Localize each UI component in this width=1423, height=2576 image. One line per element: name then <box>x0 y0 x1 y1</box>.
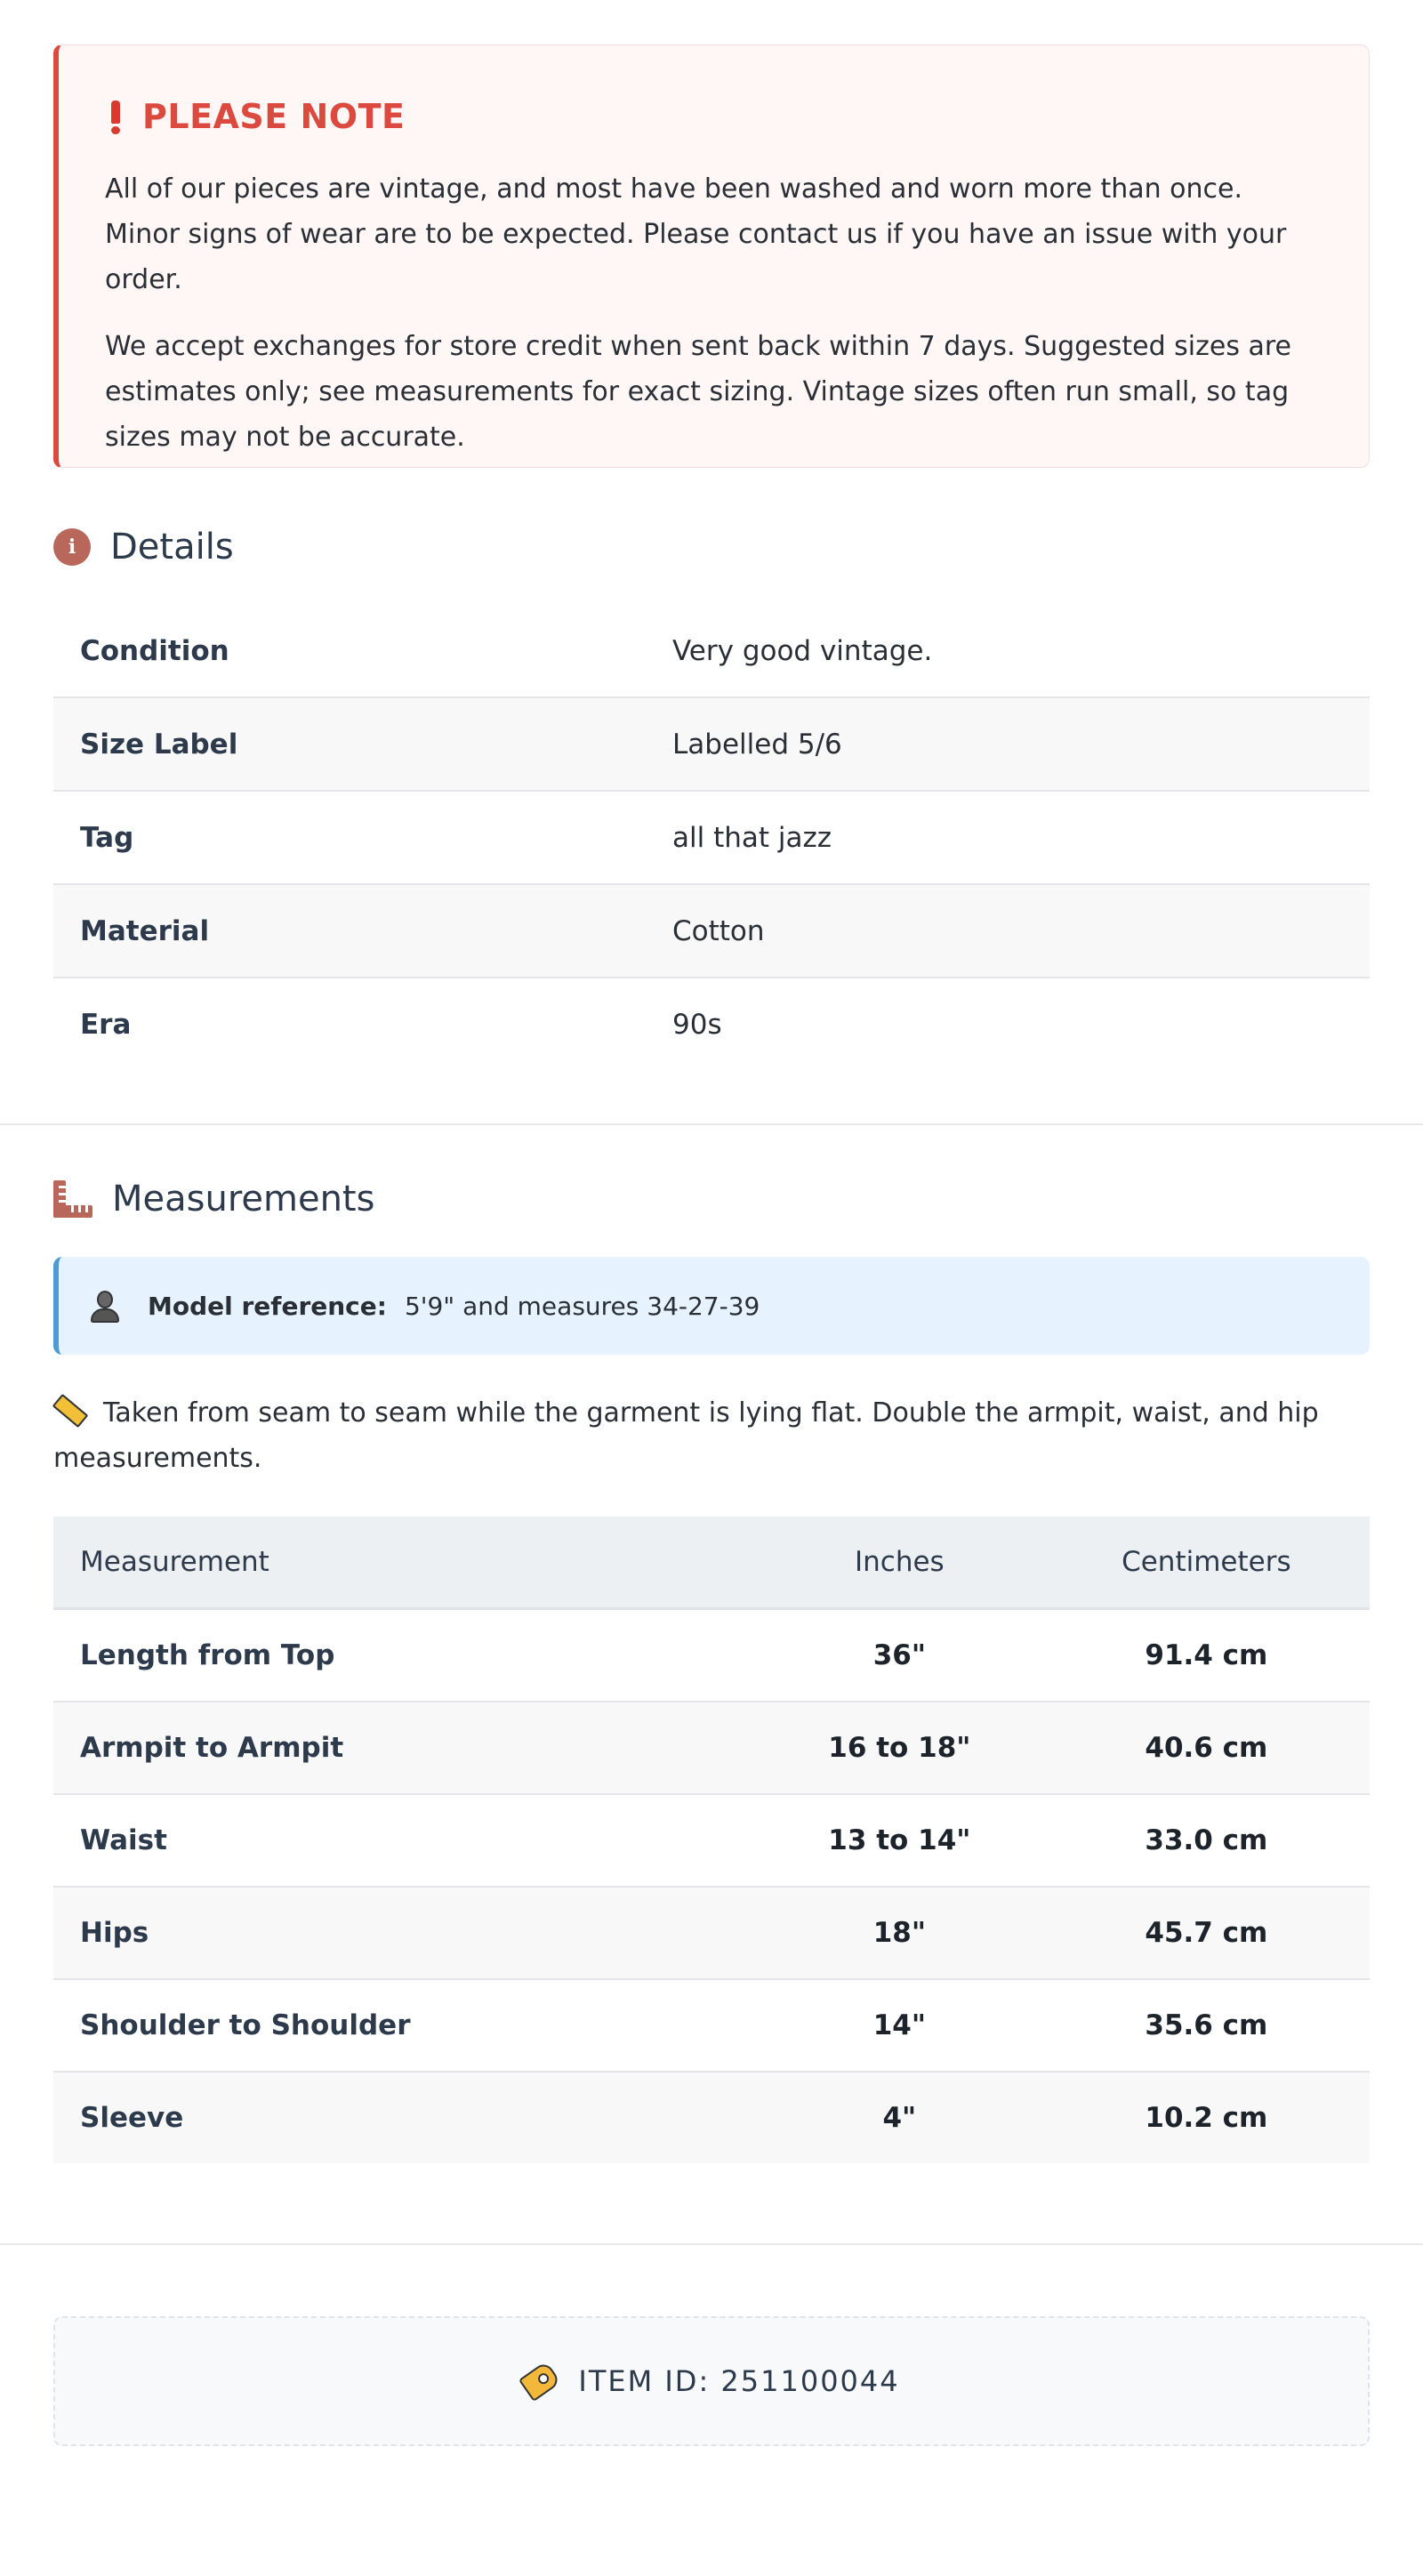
details-heading: Details <box>110 527 234 568</box>
table-row <box>53 1794 1370 1887</box>
model-reference-label: Model reference: <box>148 1291 387 1321</box>
measurement-note-text: Taken from seam to seam while the garment is lying flat. Double the armpit, waist, and hip measurements. <box>53 1397 1319 1474</box>
model-reference <box>53 1257 1370 1355</box>
measurement-cm: 10.2 cm <box>1043 2072 1370 2163</box>
measurement-cm: 33.0 cm <box>1043 1794 1370 1887</box>
measurement-inches: 13 to 14" <box>756 1794 1043 1887</box>
notice-title: PLEASE NOTE <box>142 97 406 136</box>
table-row <box>53 1887 1370 1979</box>
table-row <box>53 2072 1370 2163</box>
detail-value: Cotton <box>646 884 1370 978</box>
measurement-name: Shoulder to Shoulder <box>53 1979 756 2072</box>
column-header-measurement: Measurement <box>53 1517 756 1609</box>
detail-label: Size Label <box>53 697 646 791</box>
pencil-icon <box>52 1393 89 1427</box>
detail-label: Era <box>80 1008 132 1041</box>
column-header-centimeters: Centimeters <box>1043 1517 1370 1609</box>
table-row <box>53 1702 1370 1794</box>
measurements-heading: Measurements <box>112 1179 375 1220</box>
exclamation-icon <box>105 99 126 134</box>
measurement-inches: 18" <box>756 1887 1043 1979</box>
measurement-inches: 4" <box>756 2072 1043 2163</box>
measurements-heading-row <box>53 1179 1370 1220</box>
measurement-cm: 35.6 cm <box>1043 1979 1370 2072</box>
table-row <box>53 978 1370 1070</box>
ruler-icon <box>53 1180 92 1218</box>
measurement-inches: 14" <box>756 1979 1043 2072</box>
section-divider <box>0 1123 1423 1125</box>
table-row <box>53 1609 1370 1703</box>
measurements-table <box>53 1517 1370 2163</box>
measurement-name: Hips <box>53 1887 756 1979</box>
info-icon: i <box>53 528 91 566</box>
details-table <box>53 605 1370 1070</box>
item-id-box <box>53 2316 1370 2446</box>
notice-paragraph-2: We accept exchanges for store credit when sent back within 7 days. Suggested sizes are estimates only; see measurements for exact sizing. Vintage sizes often run small, so tag sizes may not be accurate. <box>105 331 1292 453</box>
detail-value: 90s <box>672 1008 722 1041</box>
notice-box <box>53 44 1370 468</box>
measurement-cm: 40.6 cm <box>1043 1702 1370 1794</box>
measurement-name: Armpit to Armpit <box>53 1702 756 1794</box>
detail-label: Tag <box>53 791 646 884</box>
measurement-cm: 45.7 cm <box>1043 1887 1370 1979</box>
notice-title-row <box>105 97 1323 136</box>
item-id-text: ITEM ID: 251100044 <box>578 2364 900 2398</box>
detail-label: Material <box>53 884 646 978</box>
measurement-name: Waist <box>53 1794 756 1887</box>
detail-value: all that jazz <box>646 791 1370 884</box>
measurement-name: Length from Top <box>53 1609 756 1703</box>
details-heading-row <box>53 527 1370 568</box>
measurement-name: Sleeve <box>53 2072 756 2163</box>
table-header-row <box>53 1517 1370 1609</box>
measurement-note <box>53 1390 1370 1481</box>
table-row <box>53 1979 1370 2072</box>
section-divider <box>0 2243 1423 2245</box>
measurement-inches: 16 to 18" <box>756 1702 1043 1794</box>
column-header-inches: Inches <box>756 1517 1043 1609</box>
notice-paragraph-1: All of our pieces are vintage, and most have been washed and worn more than once. Minor signs of wear are to be expected. Please contact us if you have an issue with your order. <box>105 173 1287 295</box>
detail-value: Labelled 5/6 <box>646 697 1370 791</box>
detail-label: Condition <box>53 605 646 697</box>
table-row <box>53 697 1370 791</box>
detail-value: Very good vintage. <box>646 605 1370 697</box>
table-row <box>53 605 1370 697</box>
measurement-inches: 36" <box>756 1609 1043 1703</box>
table-row <box>53 884 1370 978</box>
table-row <box>53 791 1370 884</box>
measurement-cm: 91.4 cm <box>1043 1609 1370 1703</box>
person-icon <box>89 1289 121 1323</box>
model-reference-value: 5'9" and measures 34-27-39 <box>404 1291 760 1321</box>
tag-icon <box>519 2361 561 2402</box>
